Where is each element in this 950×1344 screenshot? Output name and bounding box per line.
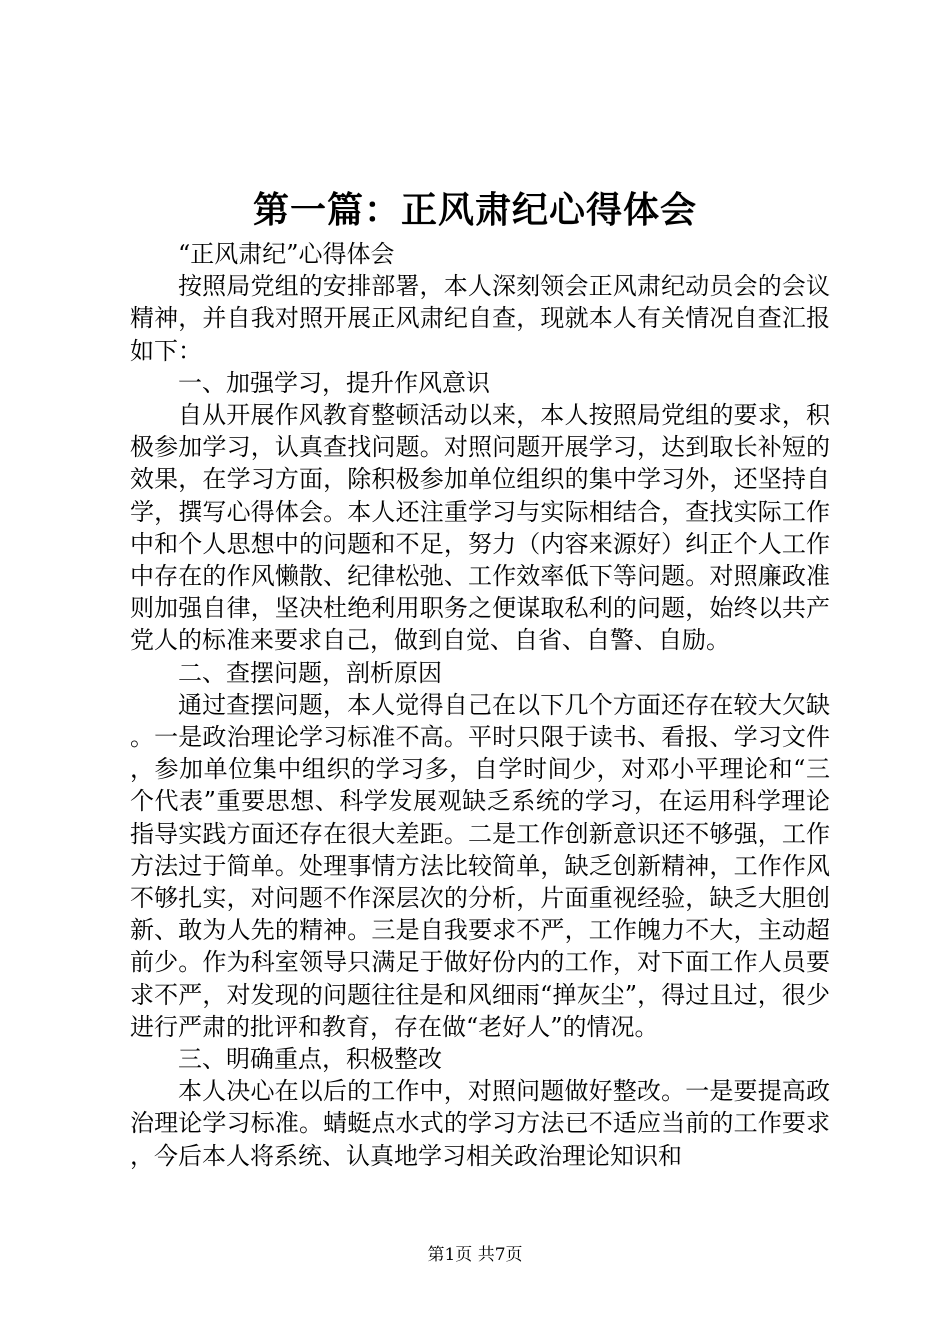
section-heading-3: 三、明确重点，积极整改 — [178, 1045, 442, 1074]
section-heading-2: 二、查摆问题，剖析原因 — [178, 658, 442, 687]
section-paragraph-2: 通过查摆问题，本人觉得自己在以下几个方面还存在较大欠缺。一是政治理论学习标准不高。平时只限于读书、看报、学习文件，参加单位集中组织的学习多，自学时间少，对邓小平理论和“三个代表”重要思想、科学发展观缺乏系统的学习，在运用科学理论指导实践方面还存在很大差距。二是工作创新意识还不够强，工作方法过于简单。处理事情方法比较简单，缺乏创新精神，工作作风不够扎实，对问题不作深层次的分析，片面重视经验，缺乏大胆创新、敢为人先的精神。三是自我要求不严，工作魄力不大，主动超前少。作为科室领导只满足于做好份内的工作，对下面工作人员要求不严，对发现的问题往往是和风细雨“掸灰尘”，得过且过，很少进行严肃的批评和教育，存在做“老好人”的情况。 — [130, 690, 830, 1041]
page-number-footer: 第1页 共7页 — [427, 1245, 523, 1265]
section-paragraph-3: 本人决心在以后的工作中，对照问题做好整改。一是要提高政治理论学习标准。蜻蜓点水式的学习方法已不适应当前的工作要求，今后本人将系统、认真地学习相关政治理论知识和 — [130, 1077, 830, 1170]
document-title: 第一篇：正风肃纪心得体会 — [252, 189, 697, 231]
document-body — [130, 238, 830, 1172]
section-paragraph-1: 自从开展作风教育整顿活动以来，本人按照局党组的要求，积极参加学习，认真查找问题。对照问题开展学习，达到取长补短的效果，在学习方面，除积极参加单位组织的集中学习外，还坚持自学，撰写心得体会。本人还注重学习与实际相结合，查找实际工作中和个人思想中的问题和不足，努力（内容来源好）纠正个人工作中存在的作风懒散、纪律松弛、工作效率低下等问题。对照廉政准则加强自律，坚决杜绝利用职务之便谋取私利的问题，始终以共产党人的标准来要求自己，做到自觉、自省、自警、自励。 — [130, 401, 830, 655]
section-heading-1: 一、加强学习，提升作风意识 — [178, 368, 490, 397]
intro-paragraph: 按照局党组的安排部署，本人深刻领会正风肃纪动员会的会议精神，并自我对照开展正风肃纪自查，现就本人有关情况自查汇报如下： — [130, 272, 830, 365]
subtitle-heading: “正风肃纪”心得体会 — [178, 240, 395, 268]
